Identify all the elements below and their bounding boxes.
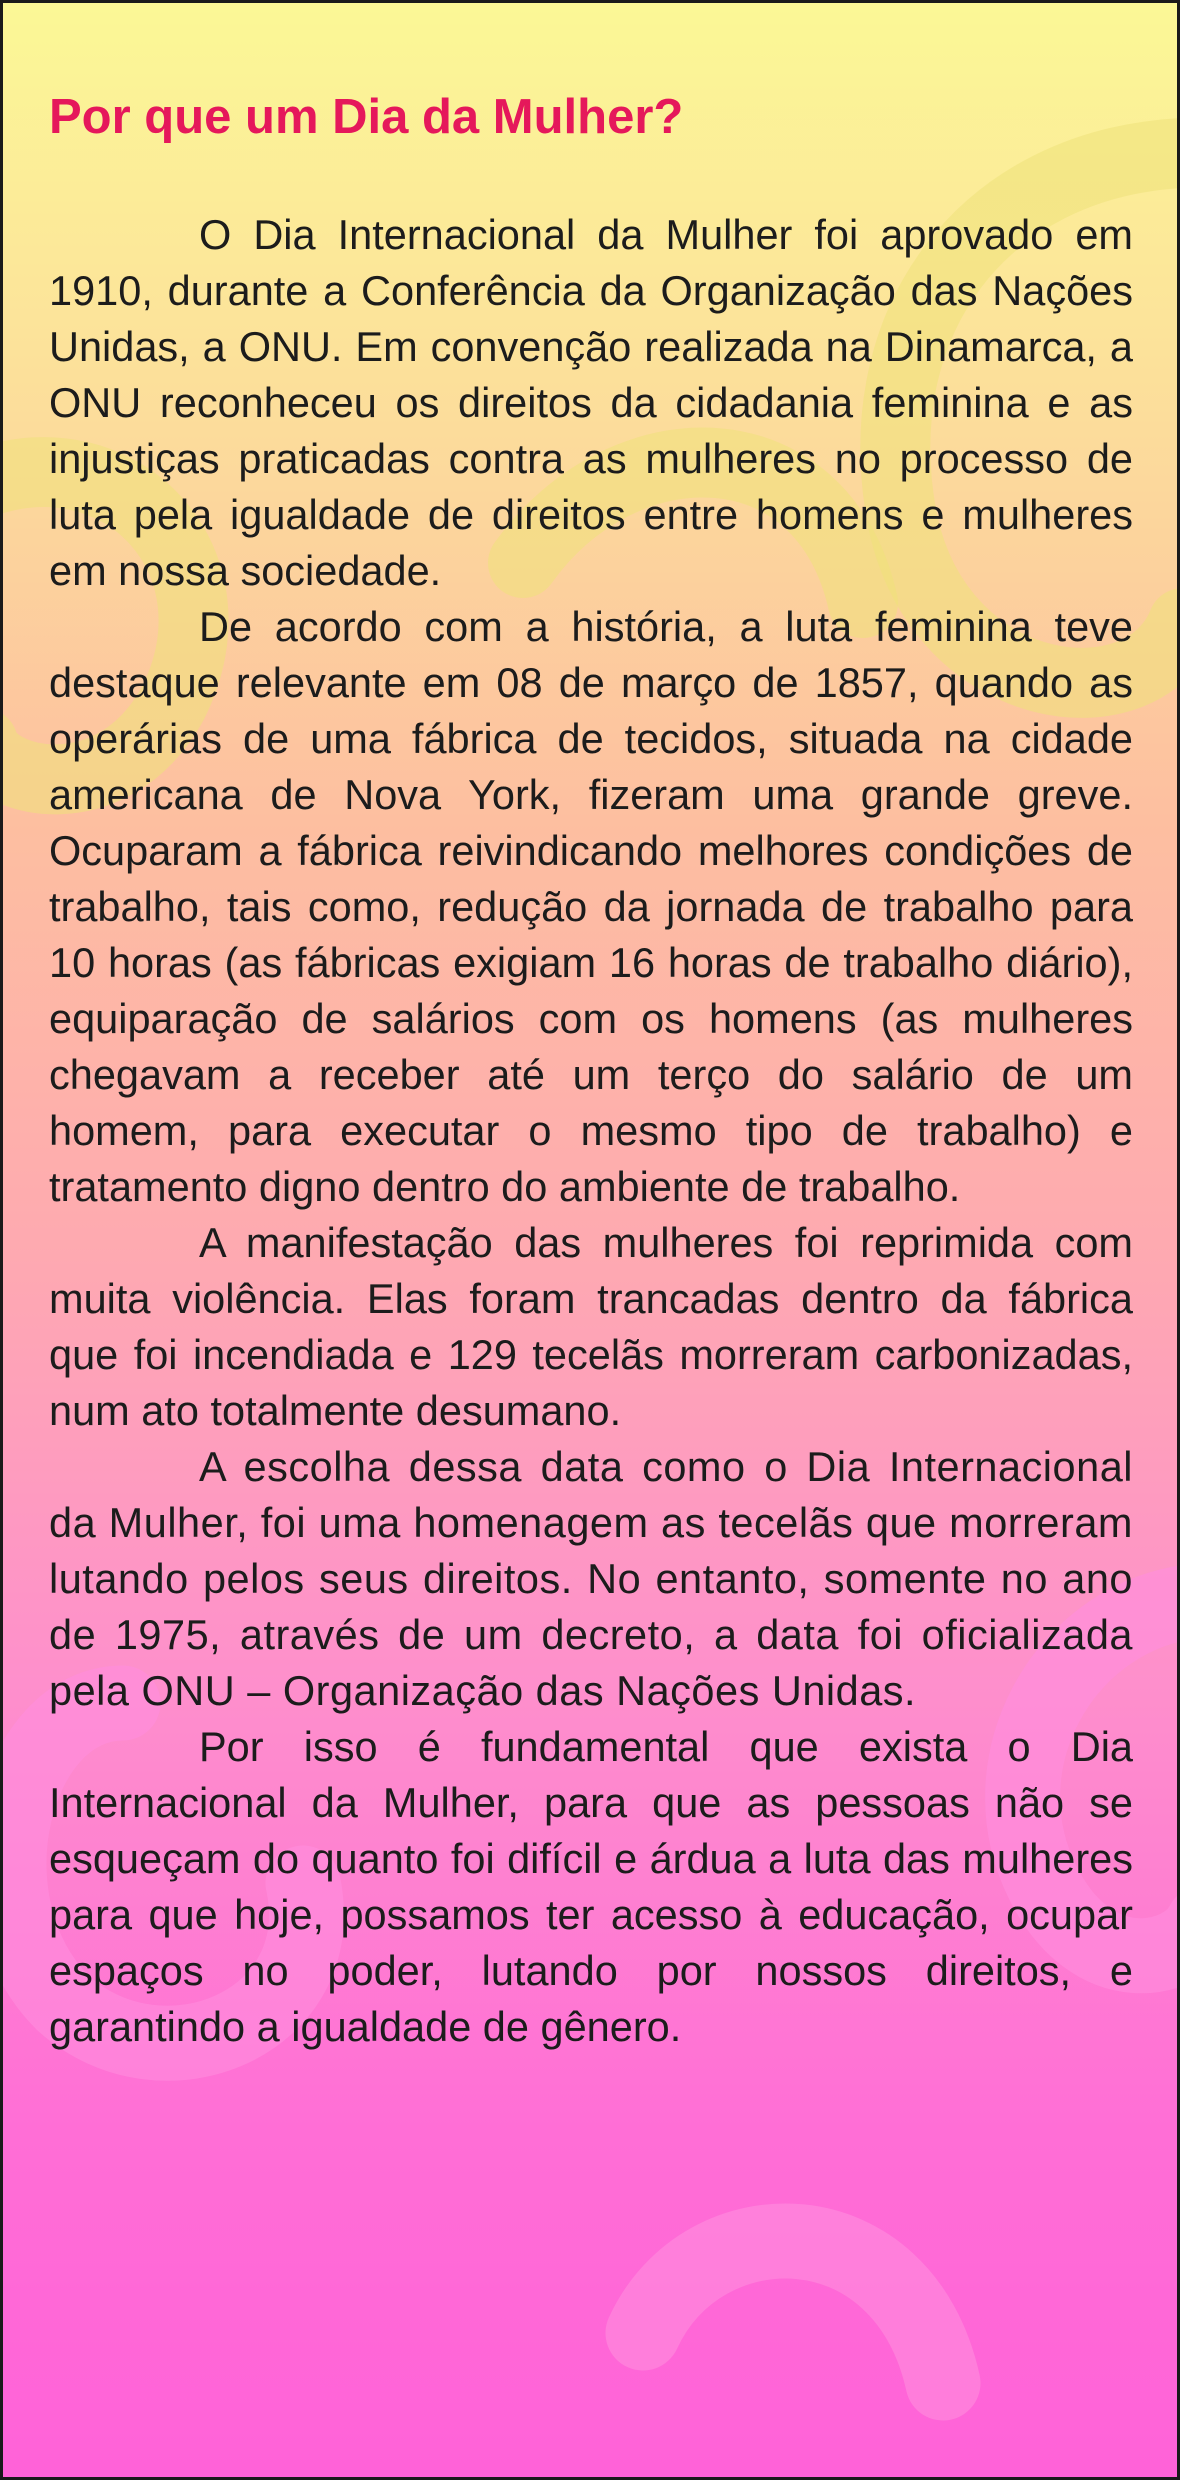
- paragraph-5: Por isso é fundamental que exista o Dia Internacional da Mulher, para que as pessoas não se esqueçam do quanto foi difícil e árdua a luta das mulheres para que hoje, possamos ter acesso à educação, ocupar espaços no poder, lutando por nossos direitos, e garantindo a igualdade de gênero.: [49, 1723, 1133, 2050]
- paragraph-2: De acordo com a história, a luta feminina teve destaque relevante em 08 de março de 1857, quando as operárias de uma fábrica de tecidos, situada na cidade americana de Nova York, fizeram uma grande greve. Ocuparam a fábrica reivindicando melhores condições de trabalho, tais como, redução da jornada de trabalho para 10 horas (as fábricas exigiam 16 horas de trabalho diário), equiparação de salários com os homens (as mulheres chegavam a receber até um terço do salário de um homem, para executar o mesmo tipo de trabalho) e tratamento digno dentro do ambiente de trabalho.: [49, 603, 1133, 1210]
- paragraph-3: A manifestação das mulheres foi reprimida com muita violência. Elas foram trancadas dentro da fábrica que foi incendiada e 129 tecelãs morreram carbonizadas, num ato totalmente desumano.: [49, 1219, 1133, 1434]
- paragraph-1: O Dia Internacional da Mulher foi aprovado em 1910, durante a Conferência da Organização das Nações Unidas, a ONU. Em convenção realizada na Dinamarca, a ONU reconheceu os direitos da cidadania feminina e as injustiças praticadas contra as mulheres no processo de luta pela igualdade de direitos entre homens e mulheres em nossa sociedade.: [49, 211, 1133, 594]
- swirl-bottom-center: [643, 2241, 943, 2383]
- paragraph-4: A escolha dessa data como o Dia Internacional da Mulher, foi uma homenagem as tecelãs que morreram lutando pelos seus direitos. No entanto, somente no ano de 1975, através de um decreto, a data foi oficializada pela ONU – Organização das Nações Unidas.: [49, 1443, 1133, 1714]
- page-title: Por que um Dia da Mulher?: [49, 90, 684, 144]
- article: [49, 87, 1133, 2055]
